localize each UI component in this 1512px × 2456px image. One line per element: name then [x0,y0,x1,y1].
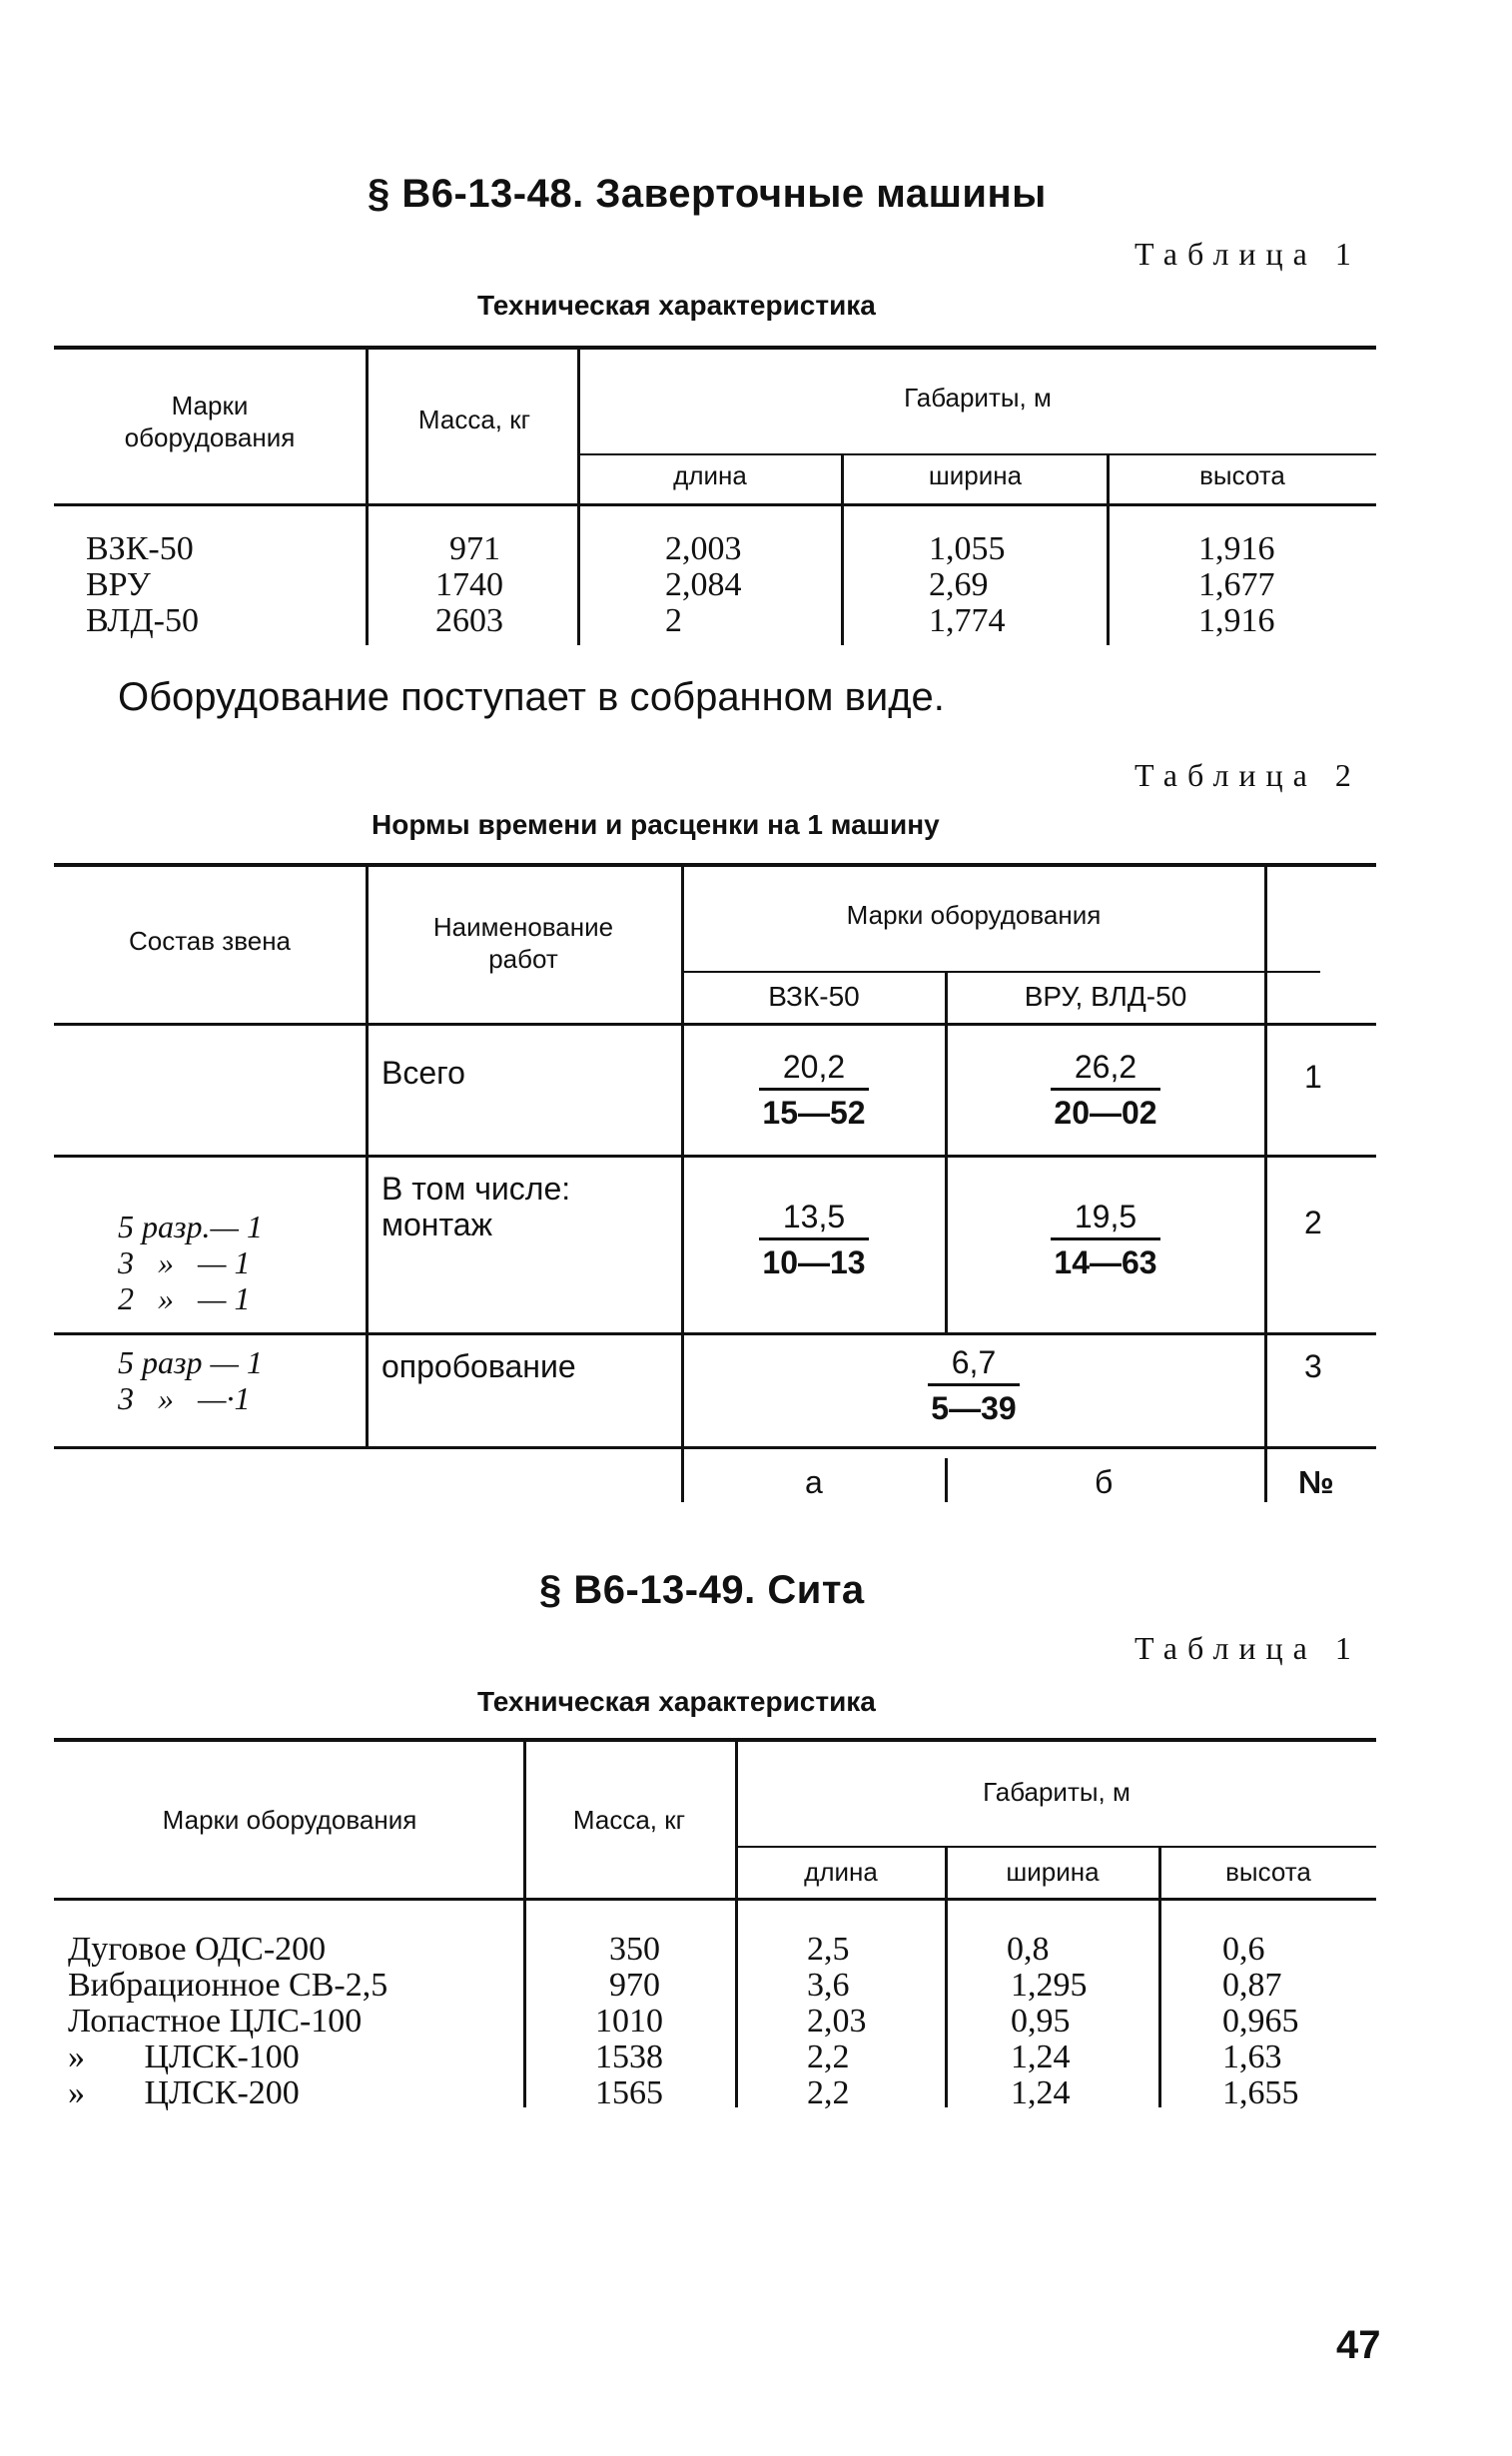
header-dimensions: Габариты, м [904,383,1052,412]
header-mass: Масса, кг [572,1805,686,1835]
header-length: длина [673,460,747,490]
section-title: § В6-13-48. Заверточные машины [368,172,1047,216]
header-brands: Марки оборудования [846,900,1102,930]
header-height: высота [1225,1857,1311,1887]
column-label-no: № [1298,1464,1334,1500]
table-caption: Техническая характеристика [477,1686,876,1717]
column-label-a: а [805,1464,823,1500]
header-work: Наименование работ [432,912,614,974]
table-label: Таблица 1 [1134,1630,1361,1666]
table-caption: Нормы времени и расценки на 1 машину [372,809,940,840]
header-brand: Марки оборудования [124,391,296,452]
header-crew: Состав звена [128,926,292,956]
header-dimensions: Габариты, м [983,1777,1131,1807]
header-brand-vru: ВРУ, ВЛД-50 [1024,981,1187,1012]
section-title: § В6-13-49. Сита [539,1568,865,1612]
header-width: ширина [1006,1857,1100,1887]
header-length: длина [804,1857,878,1887]
table-label: Таблица 1 [1134,236,1361,272]
header-brand-vzk: ВЗК-50 [768,981,860,1012]
page-number: 47 [1336,2323,1381,2367]
header-width: ширина [928,460,1023,490]
header-mass: Масса, кг [417,405,531,434]
header-brand: Марки оборудования [162,1805,417,1835]
column-label-b: б [1095,1464,1114,1500]
table-label: Таблица 2 [1134,757,1361,793]
table-caption: Техническая характеристика [477,290,876,321]
note-text: Оборудование поступает в собранном виде. [118,675,945,719]
header-height: высота [1199,460,1285,490]
